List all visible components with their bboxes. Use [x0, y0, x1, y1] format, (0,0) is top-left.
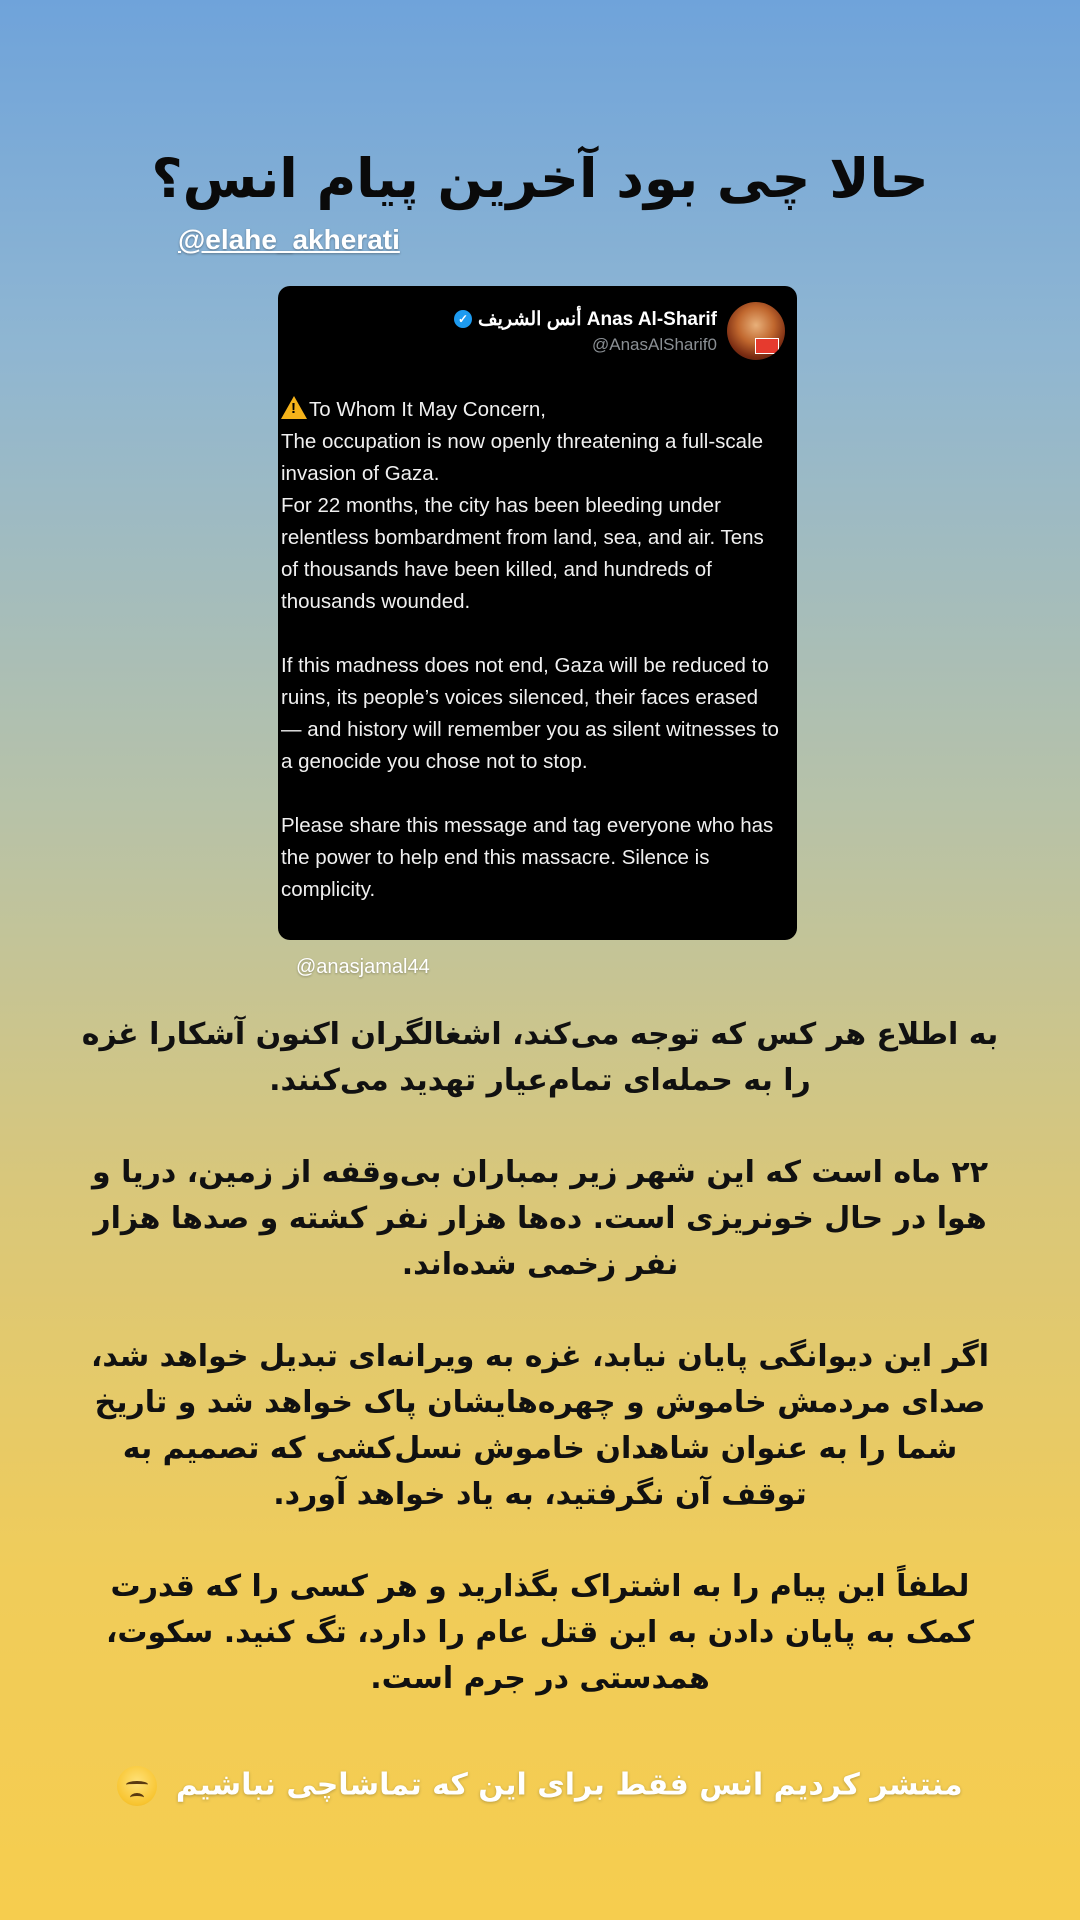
footer-caption	[0, 1766, 1080, 1806]
translation-paragraph: اگر این دیوانگی پایان نیابد، غزه به ویرانه‌ای تبدیل خواهد شد، صدای مردمش خاموش و چهره‌هایشان پاک خواهد شد و تاریخ شما را به عنوان شاهدان خاموش نسل‌کشی که تصمیم به توقف آن نگرفتید، به یاد خواهد آورد.	[91, 1339, 989, 1512]
story-headline: حالا چی بود آخرین پیام انس؟	[151, 147, 929, 210]
author-handle: @AnasAlSharif0	[592, 334, 717, 354]
tweet-paragraph-1: To Whom It May Concern, The occupation is now openly threatening a full-scale invasion of Gaza. For 22 months, the city has been bleeding under relentless bombardment from land, sea, and air. Tens of thousands have been killed, and hundreds of thousands wounded.	[281, 398, 764, 613]
pensive-face-icon	[117, 1766, 157, 1806]
translation-paragraph: ۲۲ ماه است که این شهر زیر بمباران بی‌وقفه از زمین، دریا و هوا در حال خونریزی است. ده‌ها هزار نفر کشته و صدها هزار نفر زخمی شده‌اند.	[91, 1155, 989, 1282]
tweet-header	[454, 302, 785, 360]
verified-badge-icon: ✓	[454, 310, 472, 328]
author-name: أنس الشريف Anas Al-Sharif	[477, 308, 717, 330]
warning-icon	[281, 396, 307, 419]
tweet-paragraph: Please share this message and tag everyone who has the power to help end this massacre. Silence is complicity.	[281, 814, 774, 901]
persian-translation	[80, 1012, 1000, 1702]
tweet-card	[278, 286, 797, 940]
tweet-paragraph	[281, 394, 781, 618]
mention-tag[interactable]: @elahe_akherati	[178, 224, 400, 255]
tweet-body	[281, 394, 781, 906]
translation-paragraph: لطفاً این پیام را به اشتراک بگذارید و هر کسی را که قدرت کمک به پایان دادن به این قتل عام را دارد، تگ کنید. سکوت، همدستی در جرم است.	[105, 1569, 975, 1696]
tweet-paragraph: If this madness does not end, Gaza will be reduced to ruins, its people’s voices silenced, their faces erased — and history will remember you as silent witnesses to a genocide you chose not to stop.	[281, 654, 779, 773]
avatar	[727, 302, 785, 360]
author-name-line	[454, 308, 717, 331]
footer-caption-text: منتشر کردیم انس فقط برای این که تماشاچی نباشیم	[175, 1767, 963, 1803]
watermark-handle: @anasjamal44	[296, 956, 430, 978]
translation-paragraph: به اطلاع هر کس که توجه می‌کند، اشغالگران اکنون آشکارا غزه را به حمله‌ای تمام‌عیار تهدید می‌کنند.	[81, 1017, 999, 1098]
author-block	[454, 308, 717, 355]
